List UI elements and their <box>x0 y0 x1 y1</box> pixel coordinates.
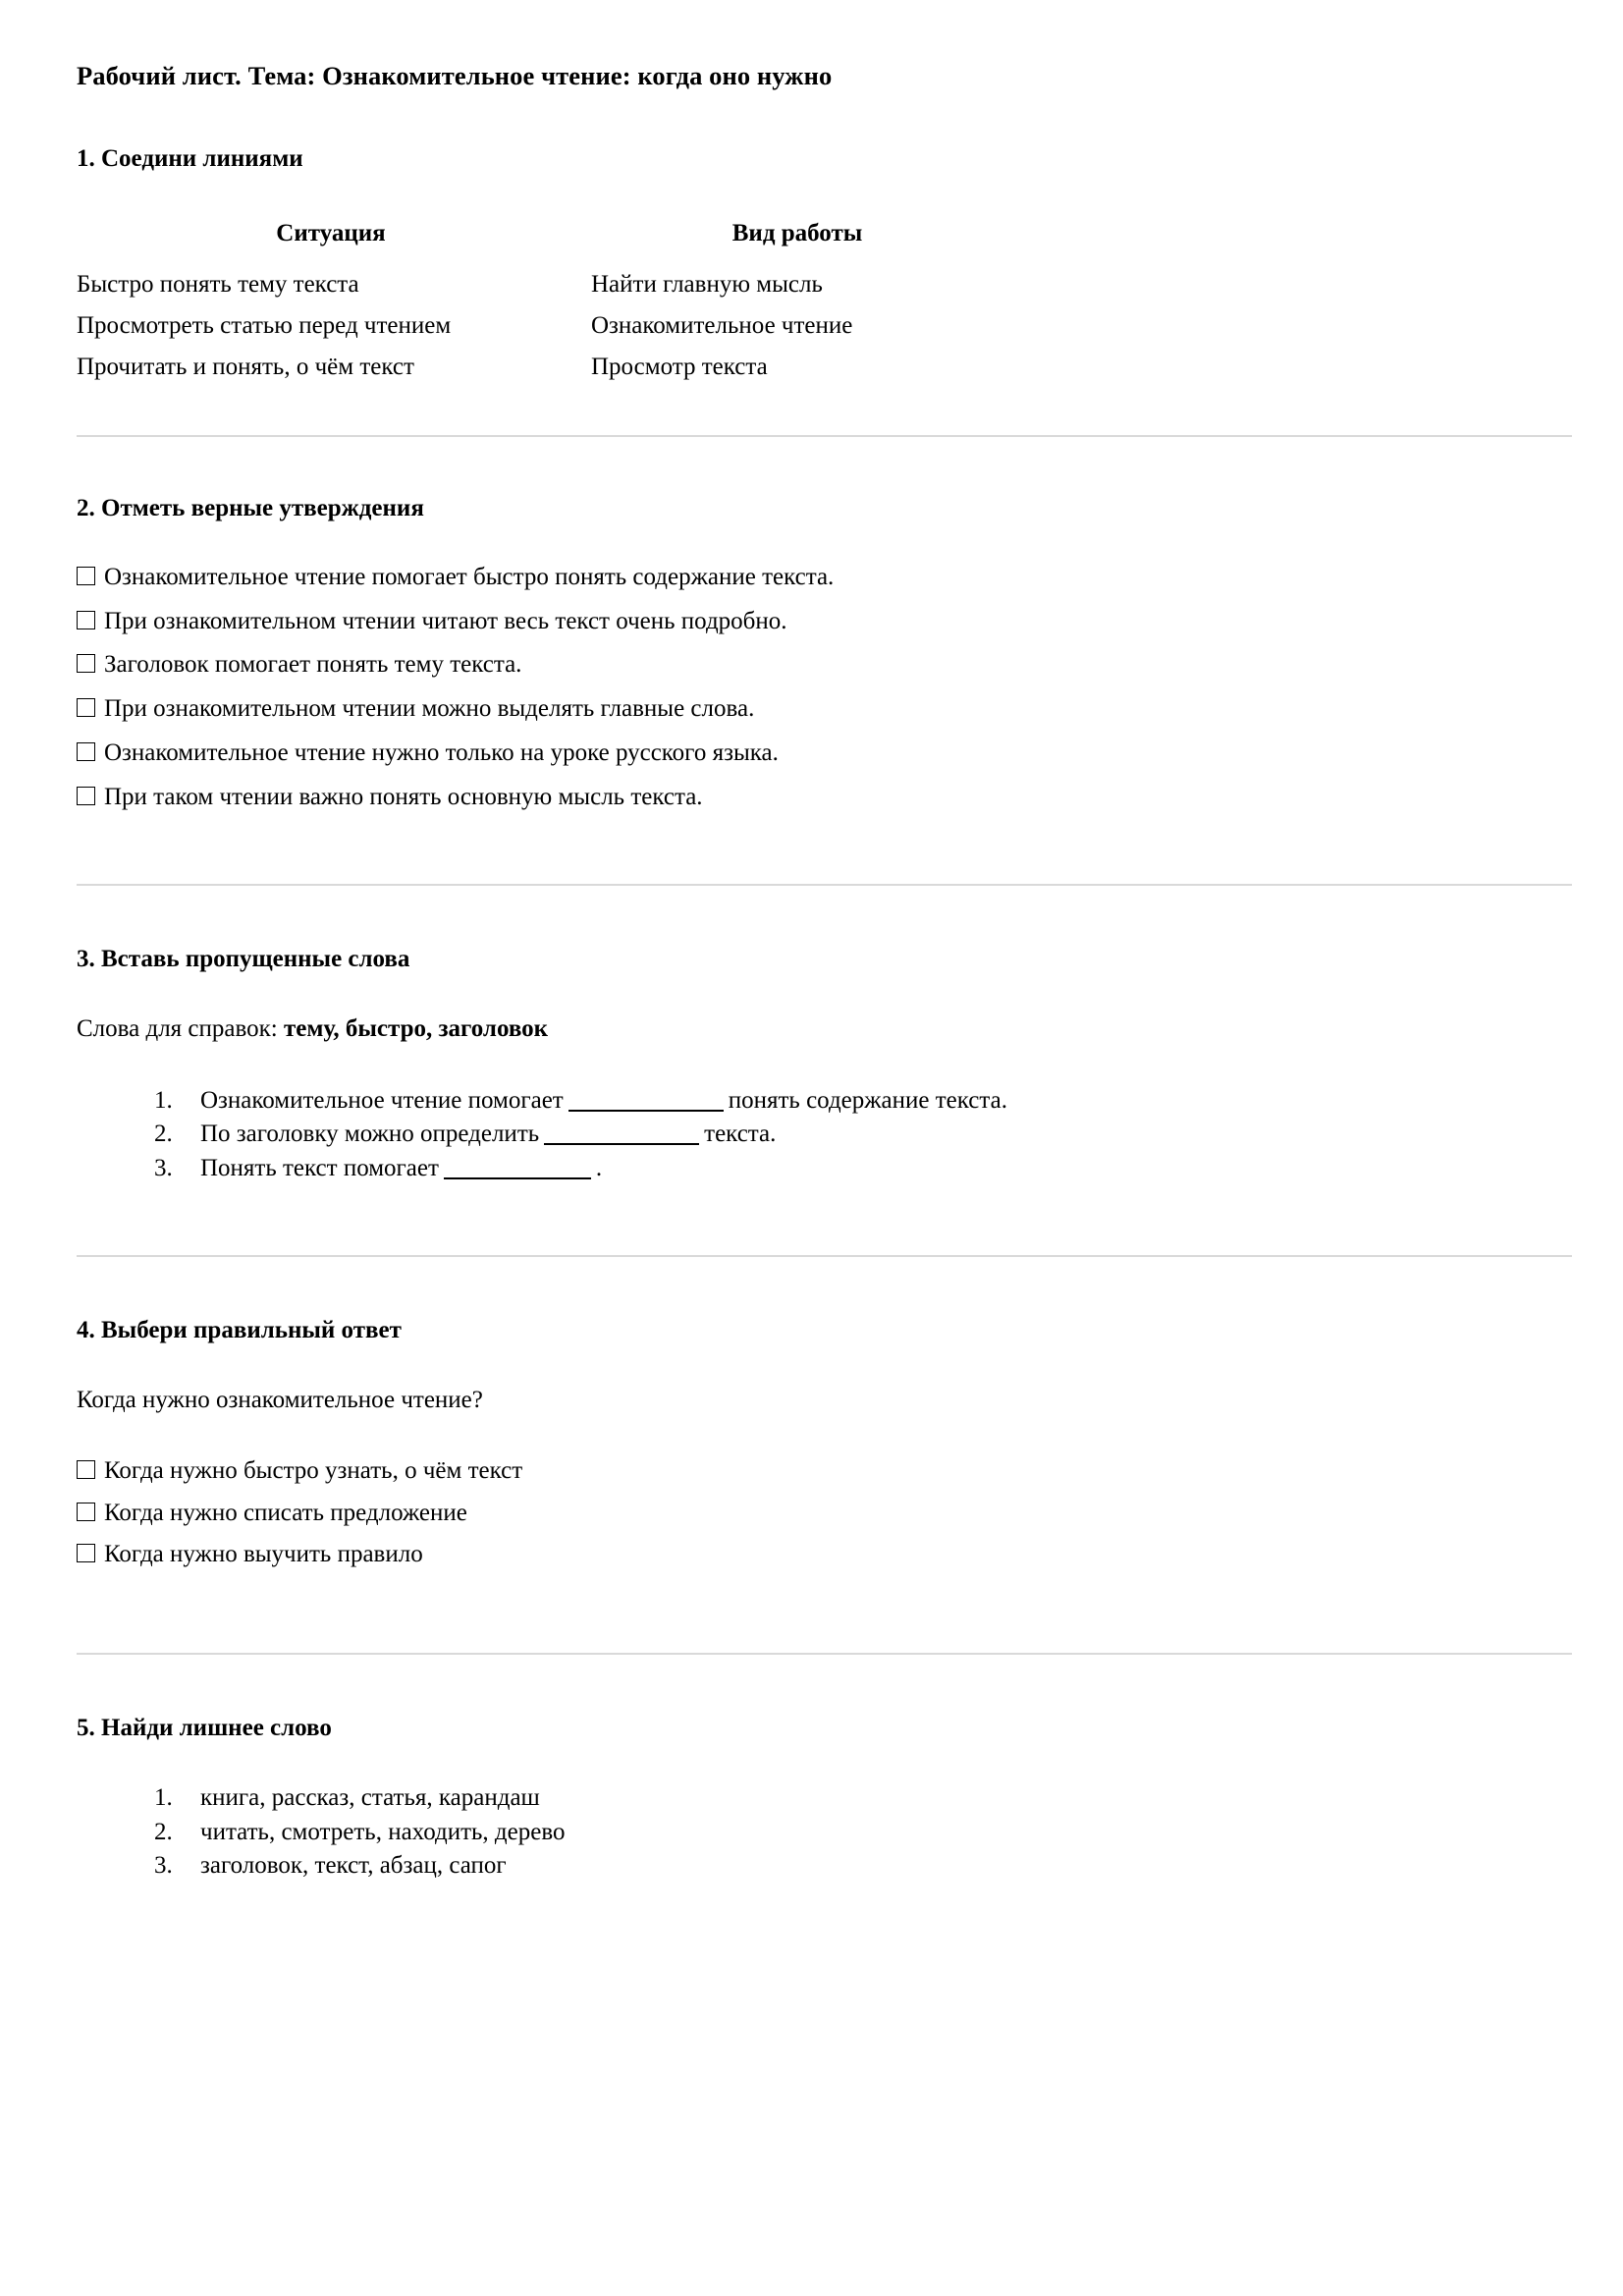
list-item[interactable] <box>77 738 1572 769</box>
checkbox-icon[interactable] <box>77 698 95 717</box>
list-item[interactable] <box>77 783 1572 813</box>
divider-wrapper <box>77 388 1572 494</box>
option-label: Когда нужно быстро узнать, о чём текст <box>104 1456 523 1484</box>
spacer <box>77 92 1572 144</box>
task4-option-list <box>77 1456 1572 1570</box>
fill-in-blank[interactable] <box>444 1177 591 1179</box>
situation-cell[interactable]: Быстро понять тему текста <box>77 270 359 298</box>
task3-heading: 3. Вставь пропущенные слова <box>77 946 410 973</box>
list-item[interactable]: 1. книга, рассказ, статья, карандаш <box>179 1782 1572 1815</box>
list-item[interactable] <box>77 650 1572 681</box>
task1-heading: 1. Соедини линиями <box>77 144 303 172</box>
column-header-situation: Ситуация <box>276 219 386 246</box>
checkbox-icon[interactable] <box>77 654 95 673</box>
statement-label: При ознакомительном чтении можно выделять главные слова. <box>104 695 755 723</box>
list-item[interactable] <box>77 694 1572 725</box>
divider-wrapper <box>77 1582 1572 1714</box>
list-item[interactable] <box>77 607 1572 637</box>
list-item[interactable] <box>179 1119 1572 1151</box>
checkbox-icon[interactable] <box>77 1503 95 1521</box>
option-label: Когда нужно выучить правило <box>104 1541 423 1568</box>
list-item[interactable]: 2. читать, смотреть, находить, дерево <box>179 1817 1572 1849</box>
divider-wrapper <box>77 1186 1572 1316</box>
sentence-after-blank: понять содержание текста. <box>728 1086 1007 1114</box>
option-label: Когда нужно списать предложение <box>104 1499 467 1526</box>
sentence-before-blank: По заголовку можно определить <box>200 1121 540 1148</box>
table-row[interactable] <box>77 347 1009 388</box>
checkbox-icon[interactable] <box>77 611 95 629</box>
checkbox-icon[interactable] <box>77 1460 95 1479</box>
list-item[interactable] <box>77 1456 1572 1487</box>
checkbox-icon[interactable] <box>77 787 95 805</box>
table-header-row <box>77 215 1009 264</box>
task2-heading: 2. Отметь верные утверждения <box>77 494 424 521</box>
task1-matching-block <box>77 215 1572 388</box>
statement-label: При ознакомительном чтении читают весь текст очень подробно. <box>104 607 787 634</box>
column-header-worktype: Вид работы <box>731 219 863 246</box>
list-item[interactable]: 3. заголовок, текст, абзац, сапог <box>179 1850 1572 1883</box>
task5-heading: 5. Найди лишнее слово <box>77 1715 332 1742</box>
task4-question: Когда нужно ознакомительное чтение? <box>77 1387 483 1414</box>
task2-statement-list <box>77 563 1572 813</box>
sentence-before-blank: Ознакомительное чтение помогает <box>200 1086 564 1114</box>
section-divider <box>77 884 1572 886</box>
checkbox-icon[interactable] <box>77 567 95 585</box>
divider-wrapper <box>77 812 1572 945</box>
list-item[interactable] <box>77 1540 1572 1570</box>
table-row[interactable] <box>77 305 1009 347</box>
page-title: Рабочий лист. Тема: Ознакомительное чтение: когда оно нужно <box>77 61 833 90</box>
reference-label: Слова для справок: <box>77 1015 284 1043</box>
reference-words: тему, быстро, заголовок <box>283 1015 549 1043</box>
statement-label: Ознакомительное чтение нужно только на уроке русского языка. <box>104 738 779 766</box>
sentence-after-blank: текста. <box>704 1121 777 1148</box>
statement-label: Заголовок помогает понять тему текста. <box>104 651 522 679</box>
situation-cell[interactable]: Прочитать и понять, о чём текст <box>77 353 414 380</box>
spacer <box>77 974 1572 1013</box>
spacer <box>77 1345 1572 1385</box>
list-item[interactable] <box>77 1499 1572 1529</box>
checkbox-icon[interactable] <box>77 742 95 761</box>
sentence-after-blank: . <box>595 1154 603 1181</box>
list-item[interactable] <box>179 1153 1572 1185</box>
worktype-cell[interactable]: Найти главную мысль <box>591 270 823 298</box>
worktype-cell[interactable]: Ознакомительное чтение <box>591 311 853 339</box>
list-item[interactable] <box>77 563 1572 593</box>
task4-heading: 4. Выбери правильный ответ <box>77 1317 402 1344</box>
matching-table <box>77 215 1009 388</box>
spacer <box>77 1046 1572 1085</box>
task5-word-list <box>77 1782 1572 1883</box>
spacer <box>77 523 1572 563</box>
statement-label: Ознакомительное чтение помогает быстро понять содержание текста. <box>104 563 835 590</box>
table-row[interactable] <box>77 264 1009 305</box>
spacer <box>77 1417 1572 1456</box>
section-divider <box>77 435 1572 437</box>
situation-cell[interactable]: Просмотреть статью перед чтением <box>77 311 452 339</box>
section-divider <box>77 1653 1572 1655</box>
fill-in-blank[interactable] <box>544 1143 699 1145</box>
worktype-cell[interactable]: Просмотр текста <box>591 353 768 380</box>
list-item[interactable] <box>179 1085 1572 1118</box>
task3-sentence-list <box>77 1085 1572 1185</box>
fill-in-blank[interactable] <box>568 1110 724 1112</box>
statement-label: При таком чтении важно понять основную мысль текста. <box>104 783 703 810</box>
sentence-before-blank: Понять текст помогает <box>200 1154 439 1181</box>
section-divider <box>77 1255 1572 1257</box>
checkbox-icon[interactable] <box>77 1544 95 1562</box>
spacer <box>77 1743 1572 1782</box>
task3-reference-words <box>77 1013 1572 1046</box>
